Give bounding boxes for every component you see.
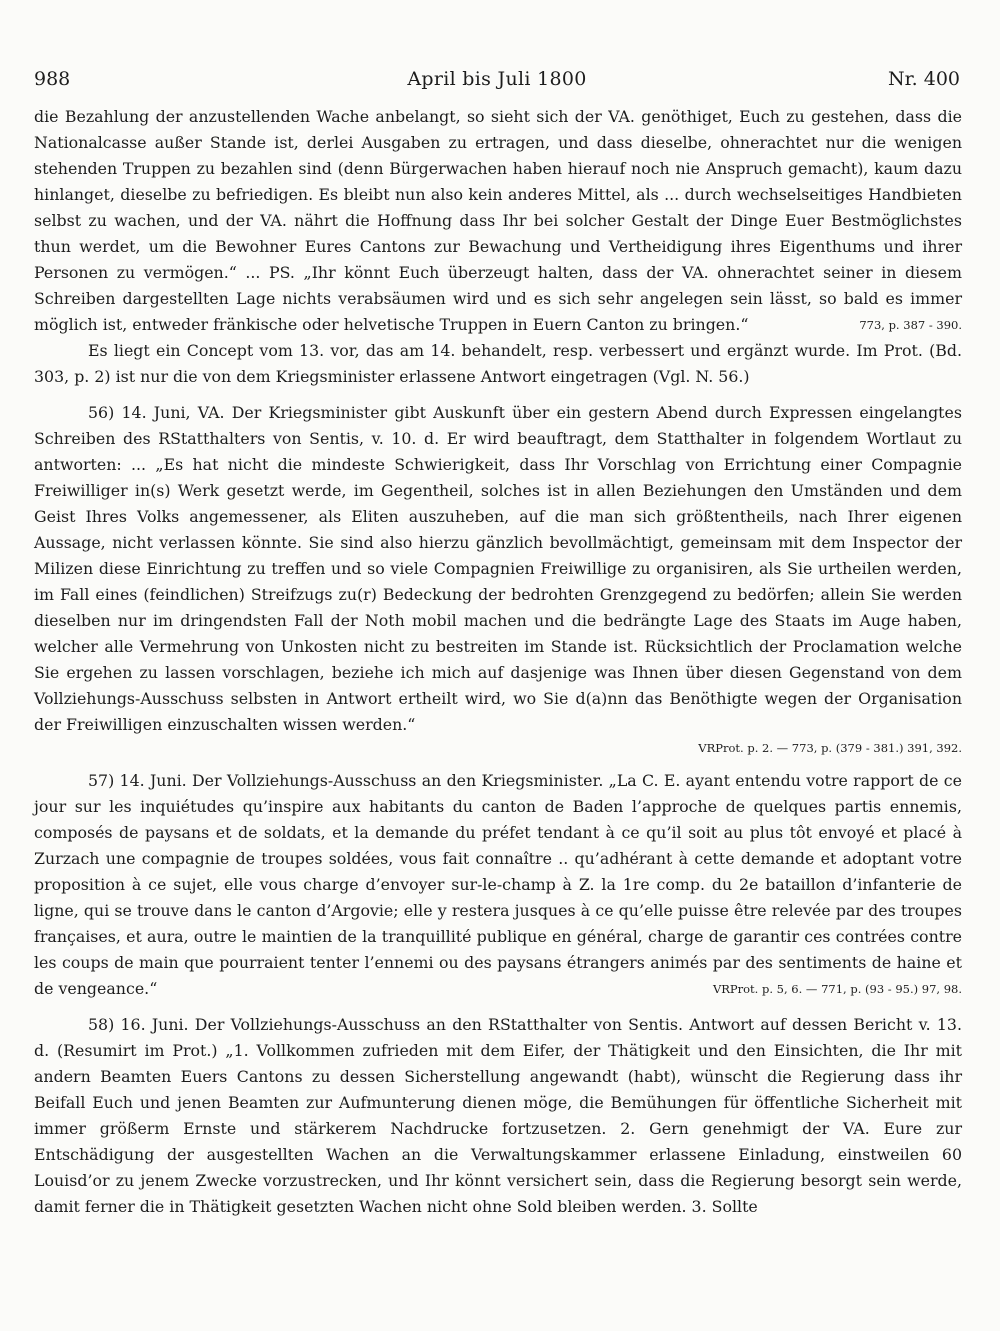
spacer	[34, 390, 962, 400]
paragraph-entry-56: 56) 14. Juni, VA. Der Kriegsminister gibt Auskunft über ein gestern Abend durch Expressen eingelangtes Schreiben des RStatthalters von Sentis, v. 10. d. Er wird beauftragt, dem Statthalter in folgendem Wortlaut zu antworten: ... „Es hat nicht die mindeste Schwierigkeit, dass Ihr Vorschlag von Errichtung einer Compagnie Freiwilliger in(s) Werk gesetzt werde, im Gegentheil, solches ist in allen Beziehungen den Umständen und dem Geist Ihres Volks angemessener, als Eliten auszuheben, auf die man sich größtentheils, nach Ihrer eigenen Aussage, nicht verlassen könnte. Sie sind also hierzu gänzlich bevollmächtigt, gemeinsam mit dem Inspector der Milizen diese Einrichtung zu treffen und so viele Compagnien Freiwillige zu organisiren, als Sie urtheilen werden, im Fall eines (feindlichen) Streifzugs zu(r) Bedeckung der bedrohten Grenzgegend zu bedörfen; allein Sie werden dieselben nur im dringendsten Fall der Noth mobil machen und die bedrängte Lage des Staats im Auge haben, welcher alle Vermehrung von Unkosten nicht zu bestreiten im Stande ist. Rücksichtlich der Proclamation welche Sie ergehen zu lassen vorschlagen, beziehe ich mich auf dasjenige was Ihnen über diesen Gegenstand von dem Vollziehungs-Ausschuss selbsten in Antwort ertheilt wird, wo Sie d(a)nn das Benöthigte wegen der Organisation der Freiwilligen einzuschalten wissen werden.“	[34, 403, 962, 734]
paragraph-continuation	[34, 104, 962, 338]
document-number: Nr. 400	[888, 68, 960, 90]
page-header	[34, 68, 960, 96]
source-reference: VRProt. p. 5, 6. — 771, p. (93 - 95.) 97, 98.	[712, 982, 962, 996]
page-number: 988	[34, 68, 71, 90]
page-body	[34, 104, 962, 1220]
source-reference: VRProt. p. 2. — 773, p. (379 - 381.) 391, 392.	[698, 741, 962, 755]
spacer	[34, 1002, 962, 1012]
running-title: April bis Juli 1800	[407, 68, 587, 90]
spacer	[34, 758, 962, 768]
paragraph-text: die Bezahlung der anzustellenden Wache anbelangt, so sieht sich der VA. genöthiget, Euch zu gestehen, dass die Nationalcasse außer Stande ist, derlei Ausgaben zu ertragen, und dass dieselbe, ohnerachtet nur die wenigen stehenden Truppen zu bezahlen sind (denn Bürgerwachen haben hierauf noch nie Anspruch gemacht), kaum dazu hinlanget, dieselbe zu befriedigen. Es bleibt nun also kein anderes Mittel, als ... durch wechselseitiges Handbieten selbst zu wachen, und der VA. nährt die Hoffnung dass Ihr bei solcher Gestalt der Dinge Euer Bestmöglichstes thun werdet, um die Bewohner Eures Cantons zur Bewachung und Vertheidigung ihres Eigenthums und ihrer Personen zu vermögen.“ ... PS. „Ihr könnt Euch überzeugt halten, dass der VA. ohnerachtet seiner in diesem Schreiben dargestellten Lage nichts verabsäumen wird und es sich sehr angelegen sein lässt, so bald es immer möglich ist, entweder fränkische oder helvetische Truppen in Euern Canton zu bringen.“	[34, 107, 962, 334]
paragraph-entry-57	[34, 768, 962, 1002]
paragraph-note: Es liegt ein Concept vom 13. vor, das am 14. behandelt, resp. verbessert und ergänzt wurde. Im Prot. (Bd. 303, p. 2) ist nur die von dem Kriegsminister erlassene Antwort eingetragen (Vgl. N. 56.)	[34, 341, 962, 386]
paragraph-entry-58: 58) 16. Juni. Der Vollziehungs-Ausschuss an den RStatthalter von Sentis. Antwort auf dessen Bericht v. 13. d. (Resumirt im Prot.) „1. Vollkommen zufrieden mit dem Eifer, der Thätigkeit und den Einsichten, die Ihr mit andern Beamten Euers Cantons zu dessen Sicherstellung angewandt (habt), wünscht die Regierung dass ihr Beifall Euch und jenen Beamten zur Aufmunterung dienen möge, die Bemühungen für öffentliche Sicherheit mit immer größerm Ernste und stärkerem Nachdrucke fortzusetzen. 2. Gern genehmigt der VA. Eure zur Entschädigung der ausgestellten Wachen an die Verwaltungskammer erlassene Einladung, einstweilen 60 Louisd’or zu jenem Zwecke vorzustrecken, und Ihr könnt versichert sein, dass die Regierung besorgt sein werde, damit ferner die in Thätigkeit gesetzten Wachen nicht ohne Sold bleiben werden. 3. Sollte	[34, 1015, 962, 1216]
source-reference: 773, p. 387 - 390.	[859, 318, 962, 332]
paragraph-text: 57) 14. Juni. Der Vollziehungs-Ausschuss an den Kriegsminister. „La C. E. ayant entendu votre rapport de ce jour sur les inquiétudes qu’inspire aux habitants du canton de Baden l’approche de quelques partis ennemis, composés de paysans et de soldats, et la demande du préfet tendant à ce qu’il soit au plus tôt envoyé et placé à Zurzach une compagnie de troupes soldées, vous fait connaître .. qu’adhérant à cette demande et adoptant votre proposition à ce sujet, elle vous charge d’envoyer sur-le-champ à Z. la 1re comp. du 2e bataillon d’infanterie de ligne, qui se trouve dans le canton d’Argovie; elle y restera jusques à ce qu’elle puisse être relevée par des troupes françaises, et aura, outre le maintien de la tranquillité publique en général, charge de garantir ces contrées contre les coups de main que pourraient tenter l’ennemi ou des paysans étrangers animés par des sentiments de haine et de vengeance.“	[34, 771, 962, 998]
